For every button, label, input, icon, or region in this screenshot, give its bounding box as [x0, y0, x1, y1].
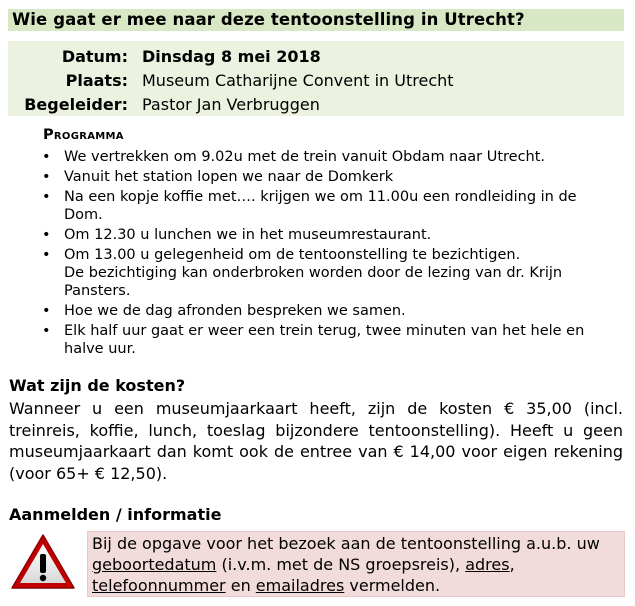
programma-list — [40, 148, 590, 360]
datum-label: Datum: — [61, 47, 128, 66]
list-item: • Hoe we de dag afronden bespreken we samen. — [42, 303, 406, 319]
bullet-icon: • — [42, 323, 51, 339]
begeleider-value: Pastor Jan Verbruggen — [142, 95, 320, 114]
list-item: • Vanuit het station lopen we naar de Domkerk — [42, 169, 394, 185]
list-item: • Om 12.30 u lunchen we in het museumrestaurant. — [42, 227, 432, 243]
list-item-continuation: De bezichtiging kan onderbroken worden door de lezing van dr. Krijn Pansters. — [64, 265, 563, 299]
adres-link: adres — [465, 555, 510, 574]
bullet-icon: • — [42, 169, 51, 185]
emailadres-link: emailadres — [255, 576, 345, 595]
begeleider-label: Begeleider: — [24, 95, 128, 114]
warning-triangle-icon — [10, 533, 76, 591]
list-item: • Elk half uur gaat er weer een trein terug, twee minuten van het hele en halve uur. — [42, 323, 585, 357]
kosten-heading: Wat zijn de kosten? — [9, 376, 186, 395]
list-item: • We vertrekken om 9.02u met de trein vanuit Obdam naar Utrecht. — [42, 149, 546, 165]
aanmelden-info-box — [87, 531, 625, 597]
list-item: • Na een kopje koffie met…. krijgen we om 11.00u een rondleiding in de Dom. — [42, 189, 577, 223]
bullet-icon: • — [42, 189, 51, 205]
info-row-begeleider — [8, 93, 624, 117]
bullet-icon: • — [42, 149, 51, 165]
kosten-text: Wanneer u een museumjaarkaart heeft, zijn de kosten € 35,00 (incl. treinreis, koffie, lunch, toeslag bijzondere tentoonstelling). Heeft u geen museumjaarkaart dan komt ook de entree van € 14,00 voor eigen rekening (voor 65+ € 12,50). — [9, 399, 623, 483]
plaats-label: Plaats: — [65, 71, 128, 90]
geboortedatum-link: geboortedatum — [92, 555, 217, 574]
plaats-value: Museum Catharijne Convent in Utrecht — [142, 71, 454, 90]
programma-heading: Programma — [43, 127, 124, 143]
bullet-icon: • — [42, 303, 51, 319]
event-info-box — [8, 41, 624, 116]
info-row-datum — [8, 45, 624, 69]
aanmelden-text: Bij de opgave voor het bezoek aan de tentoonstelling a.u.b. uw geboortedatum (i.v.m. met de NS groepsreis), adres, telefoonnummer en emailadres vermelden. — [92, 534, 600, 595]
bullet-icon: • — [42, 227, 51, 243]
telefoonnummer-link: telefoonnummer — [92, 576, 226, 595]
info-row-plaats — [8, 69, 624, 93]
aanmelden-heading: Aanmelden / informatie — [9, 505, 222, 524]
datum-value: Dinsdag 8 mei 2018 — [142, 47, 321, 66]
page-title: Wie gaat er mee naar deze tentoonstelling in Utrecht? — [8, 9, 624, 31]
bullet-icon: • — [42, 247, 51, 263]
list-item: • Om 13.00 u gelegenheid om de tentoonstelling te bezichtigen. De bezichtiging kan onderbroken worden door de lezing van dr. Krijn Pansters. — [42, 247, 563, 299]
